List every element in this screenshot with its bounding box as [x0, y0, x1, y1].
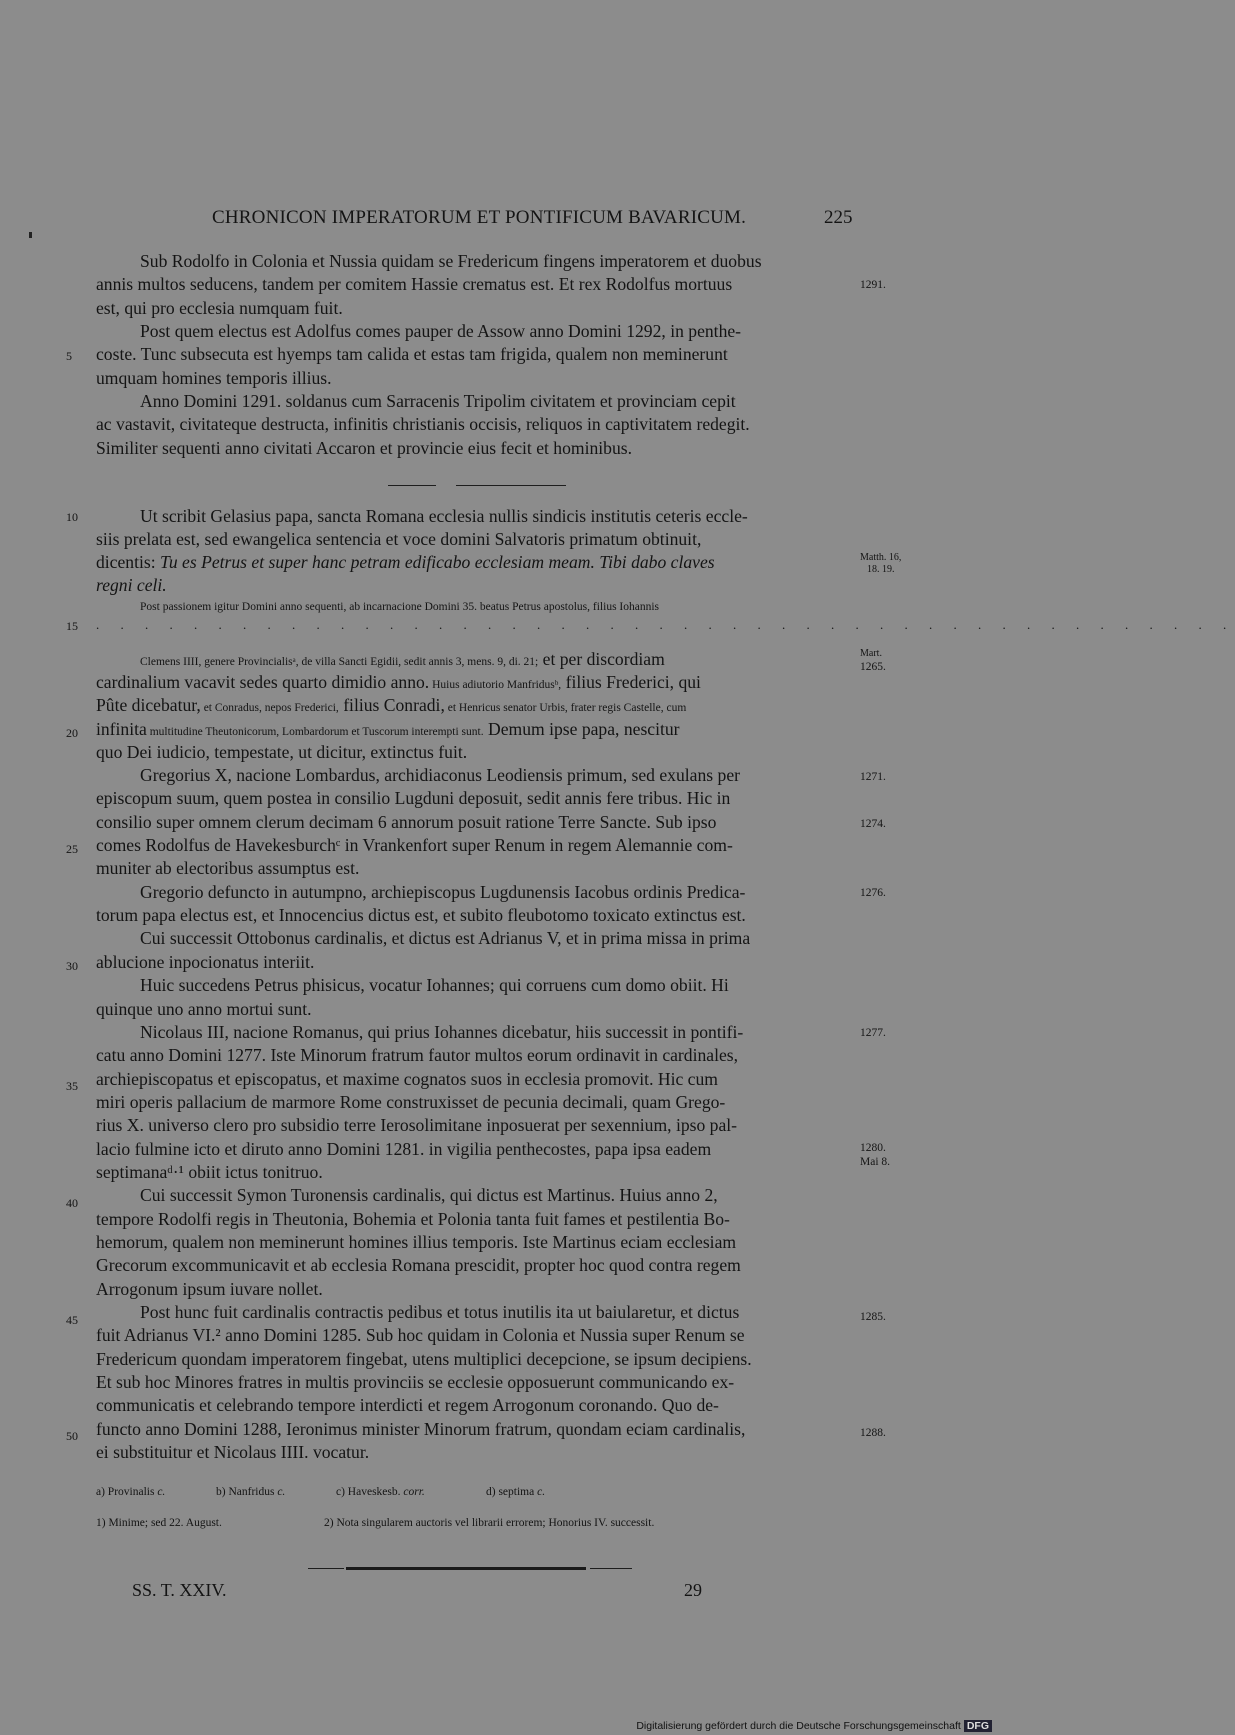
- text-line: Fredericum quondam imperatorem fingebat, utens multiplici decepcione, se ipsum decipiens.: [96, 1348, 752, 1369]
- bottom-rule-right: [590, 1568, 632, 1569]
- bottom-rule: [346, 1567, 586, 1570]
- footnote-c: c) Haveskesb. corr.: [336, 1486, 425, 1498]
- text-line: communicatis et celebrando tempore interdicti et regem Arrogonum coronando. Quo de-: [96, 1395, 719, 1416]
- ink-speck: [29, 232, 32, 238]
- text-line: functo anno Domini 1288, Ieronimus minister Minorum fratrum, quondam eciam cardinalis,: [96, 1418, 746, 1439]
- line-number-25: 25: [66, 842, 78, 856]
- text-line: comes Rodolfus de Havekesburchᶜ in Vrankenfort super Renum in regem Alemannie com-: [96, 835, 733, 856]
- line-number-30: 30: [66, 959, 78, 973]
- text-line: Et sub hoc Minores fratres in multis provinciis se ecclesie opposuerunt communicando ex-: [96, 1372, 735, 1393]
- series-mark: SS. T. XXIV.: [132, 1580, 227, 1600]
- text-line: Huic succedens Petrus phisicus, vocatur Iohannes; qui corruens cum domo obiit. Hi: [140, 975, 729, 996]
- text-line: Anno Domini 1291. soldanus cum Sarracenis Tripolim civitatem et provinciam cepit: [140, 391, 736, 412]
- signature-mark: 29: [684, 1580, 702, 1600]
- text-line: siis prelata est, sed ewangelica sentencia et voce domini Salvatoris primatum obtinuit,: [96, 529, 702, 550]
- text-line: Cui successit Symon Turonensis cardinalis, qui dictus est Martinus. Huius anno 2,: [140, 1185, 718, 1206]
- text-line: Post quem electus est Adolfus comes pauper de Assow anno Domini 1292, in penthe-: [140, 321, 742, 342]
- line-number-50: 50: [66, 1429, 78, 1443]
- margin-note-1285: 1285.: [860, 1311, 886, 1323]
- dicentis-line: dicentis: Tu es Petrus et super hanc petram edificabo ecclesiam meam. Tibi dabo claves: [96, 552, 715, 572]
- text-line: tempore Rodolfi regis in Theutonia, Bohemia et Polonia tanta fuit fames et pestilentia Bo-: [96, 1208, 730, 1229]
- digitization-notice: Digitalisierung gefördert durch die Deutsche Forschungsgemeinschaft DFG: [636, 1720, 992, 1732]
- margin-note-1291: 1291.: [860, 279, 886, 291]
- footnote-b: b) Nanfridus c.: [216, 1486, 286, 1498]
- text-line: Gregorio defuncto in autumpno, archiepiscopus Lugdunensis Iacobus ordinis Predica-: [140, 881, 746, 902]
- dicentis-line-2: regni celi.: [96, 575, 167, 595]
- text-line: umquam homines temporis illius.: [96, 367, 332, 388]
- text-line: Grecorum excommunicavit et ab ecclesia Romana prescidit, propter hoc quod contra regem: [96, 1255, 741, 1276]
- text-line: lacio fulmine icto et diruto anno Domini 1281. in vigilia penthecostes, papa ipsa eadem: [96, 1138, 712, 1159]
- line-number-20: 20: [66, 726, 78, 740]
- text-line: Arrogonum ipsum iuvare nollet.: [96, 1278, 323, 1299]
- margin-note-1288: 1288.: [860, 1427, 886, 1439]
- text-line: Gregorius X, nacione Lombardus, archidiaconus Leodiensis primum, sed exulans per: [140, 765, 740, 785]
- dfg-logo: DFG: [964, 1720, 992, 1732]
- text-line: annis multos seducens, tandem per comitem Hassie crematus est. Et rex Rodolfus mortuus: [96, 274, 733, 295]
- text-line: est, qui pro ecclesia numquam fuit.: [96, 297, 343, 318]
- margin-note-1277: 1277.: [860, 1027, 886, 1039]
- text-line: muniter ab electoribus assumptus est.: [96, 858, 360, 879]
- clemens-line-3: Pûte dicebatur, et Conradus, nepos Frederici, filius Conradi, et Henricus senator Urbis, frater regis Castelle, cum: [96, 695, 687, 715]
- margin-note-matth: Matth. 16,: [860, 552, 902, 563]
- margin-note-1280: 1280.: [860, 1142, 886, 1154]
- line-number-35: 35: [66, 1079, 78, 1093]
- text-line: ei substituitur et Nicolaus IIII. vocatur.: [96, 1442, 370, 1463]
- clemens-line-4: infinita multitudine Theutonicorum, Lombardorum et Tuscorum interempti sunt. Demum ipse papa, nescitur: [96, 719, 680, 739]
- bottom-rule-left: [308, 1568, 344, 1569]
- text-line: catu anno Domini 1277. Iste Minorum fratrum fautor multos eorum ordinavit in cardinales,: [96, 1045, 739, 1066]
- text-line: Nicolaus III, nacione Romanus, qui prius Iohannes dicebatur, hiis successit in pontifi-: [140, 1021, 744, 1042]
- line-number-40: 40: [66, 1196, 78, 1210]
- clemens-line-2: cardinalium vacavit sedes quarto dimidio anno. Huius adiutorio Manfridusᵇ, filius Frederici, qui: [96, 672, 701, 692]
- footnote-1: 1) Minime; sed 22. August.: [96, 1517, 222, 1529]
- margin-note-matth-2: 18. 19.: [867, 564, 895, 575]
- clemens-line-1: Clemens IIII, genere Provincialisᵃ, de villa Sancti Egidii, sedit annis 3, mens. 9, di. 21; et per discordiam: [140, 649, 665, 669]
- text-line: consilio super omnem clerum decimam 6 annorum posuit ratione Terre Sancte. Sub ipso: [96, 811, 717, 832]
- text-line: septimanaᵈ·¹ obiit ictus tonitruo.: [96, 1161, 323, 1182]
- margin-note-mai8: Mai 8.: [860, 1156, 891, 1168]
- text-line: fuit Adrianus VI.² anno Domini 1285. Sub hoc quidam in Colonia et Nussia super Renum se: [96, 1325, 745, 1346]
- margin-note-1271: 1271.: [860, 771, 886, 783]
- line-number-45: 45: [66, 1313, 78, 1327]
- text-line: Similiter sequenti anno civitati Accaron et provincie eius fecit et hominibus.: [96, 437, 632, 458]
- text-line: archiepiscopatus et episcopatus, et maxime cognatos suos in ecclesia promovit. Hic cum: [96, 1068, 718, 1089]
- text-line: Cui successit Ottobonus cardinalis, et dictus est Adrianus V, et in prima missa in prima: [140, 928, 751, 949]
- omission-dots: . . . . . . . . . . . . . . . . . . . . . . . . . . . . . . . . . . . . . . . . . . . . . . .: [96, 617, 1235, 632]
- line-number-15: 15: [66, 619, 78, 633]
- line-number-10: 10: [66, 510, 78, 524]
- text-line: torum papa electus est, et Innocencius dictus est, et subito fleubotomo toxicato extinctus est.: [96, 905, 746, 926]
- margin-note-1274: 1274.: [860, 818, 886, 830]
- text-line: coste. Tunc subsecuta est hyemps tam calida et estas tam frigida, qualem non meminerunt: [96, 344, 728, 365]
- text-line: hemorum, qualem non meminerunt homines illius temporis. Iste Martinus eciam ecclesiam: [96, 1232, 737, 1252]
- text-line: Post hunc fuit cardinalis contractis pedibus et totus inutilis ita ut baiularetur, et dictus: [140, 1302, 740, 1323]
- footnote-2: 2) Nota singularem auctoris vel librarii errorem; Honorius IV. successit.: [324, 1517, 655, 1529]
- text-line: Ut scribit Gelasius papa, sancta Romana ecclesia nullis sindicis institutis ceteris eccle-: [140, 506, 748, 526]
- text-line: Sub Rodolfo in Colonia et Nussia quidam se Fredericum fingens imperatorem et duobus: [140, 251, 762, 271]
- margin-note-mart: Mart.: [860, 648, 882, 659]
- text-line: rius X. universo clero pro subsidio terre Ierosolimitane inposuerat per sexennium, ipso pal-: [96, 1115, 738, 1136]
- line-number-5: 5: [66, 349, 72, 363]
- text-line: quinque uno anno mortui sunt.: [96, 998, 312, 1019]
- page-title: CHRONICON IMPERATORUM ET PONTIFICUM BAVARICUM.: [212, 207, 747, 228]
- margin-note-1265: 1265.: [860, 661, 886, 673]
- footnote-a: a) Provinalis c.: [96, 1486, 166, 1498]
- section-divider-short: [388, 485, 436, 486]
- text-line: ac vastavit, civitateque destructa, infinitis christianis occisis, reliquos in captivitatem redegit.: [96, 414, 750, 435]
- margin-note-1276: 1276.: [860, 887, 886, 899]
- page-number: 225: [824, 207, 853, 228]
- text-line: miri operis pallacium de marmore Rome construxisset de pecunia decimali, quam Grego-: [96, 1091, 726, 1112]
- passio-line: Post passionem igitur Domini anno sequenti, ab incarnacione Domini 35. beatus Petrus apostolus, filius Iohannis: [140, 601, 660, 613]
- running-header: [0, 207, 1000, 231]
- footnote-d: d) septima c.: [486, 1486, 546, 1498]
- text-line: episcopum suum, quem postea in consilio Lugduni deposuit, sedit annis fere tribus. Hic in: [96, 788, 731, 809]
- text-line: ablucione inpocionatus interiit.: [96, 951, 315, 972]
- section-divider-long: [456, 485, 566, 486]
- clemens-line-5: quo Dei iudicio, tempestate, ut dicitur, extinctus fuit.: [96, 742, 468, 762]
